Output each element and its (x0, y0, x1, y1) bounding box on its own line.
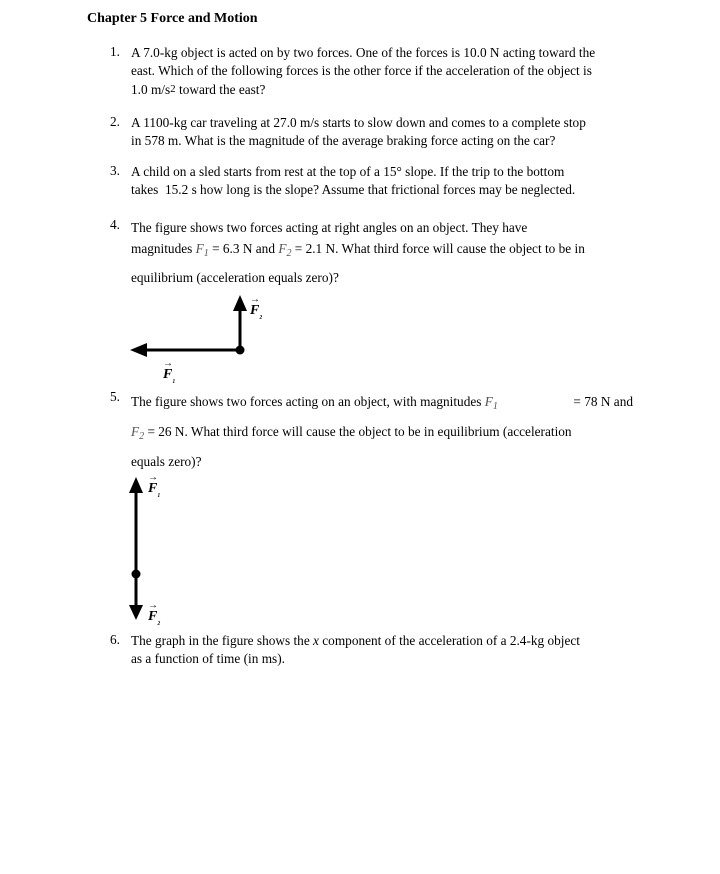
f1-label: $F_{_1}$ (148, 481, 161, 497)
question-5-line-1-a: The figure shows two forces acting on an object, with magnitudes (131, 394, 485, 409)
question-5-force-diagram (122, 474, 192, 624)
question-2-number: 2. (110, 114, 120, 129)
question-4-line-2-a: magnitudes (131, 241, 196, 256)
question-4-f2-symbol: F (278, 241, 287, 256)
f2-label: $F_{_2}$ (250, 303, 263, 319)
f1-vector-arrow-icon: → (163, 358, 173, 369)
f1-arrow-head (129, 477, 143, 493)
question-5-line-1 (131, 389, 633, 419)
question-6-line-1-a: The graph in the figure shows the (131, 633, 314, 648)
object-dot (236, 346, 245, 355)
question-6-x-symbol: x (313, 633, 319, 648)
question-2-text (131, 114, 586, 150)
question-2-line-2: in 578 m. What is the magnitude of the average braking force acting on the car? (131, 133, 556, 148)
f2-arrow-head (129, 605, 143, 620)
question-4-f1-subscript: 1 (203, 248, 209, 259)
question-4-line-2-b: = 6.3 N and (208, 241, 279, 256)
question-1-line-3 (131, 80, 595, 99)
f1-vector-arrow-icon: → (148, 472, 158, 483)
question-4-force-diagram (125, 290, 285, 390)
question-5-line-2 (131, 419, 633, 449)
question-3-line-1: A child on a sled starts from rest at the top of a 15° slope. If the trip to the bottom (131, 164, 565, 179)
question-4-line-2 (131, 238, 585, 264)
f2-arrow-head (233, 295, 247, 311)
f1-label: $F_{_1}$ (163, 367, 176, 383)
question-4-f2-subscript: 2 (286, 248, 292, 259)
f2-vector-arrow-icon: → (148, 600, 158, 611)
question-1-line-1: A 7.0-kg object is acted on by two forces. One of the forces is 10.0 N acting toward the (131, 45, 596, 60)
question-1-line-3-a: 1.0 m/s (131, 82, 171, 97)
question-1-text (131, 44, 595, 99)
question-5-f1-symbol: F (484, 394, 493, 409)
question-1-number: 1. (110, 44, 120, 59)
question-3-line-2: takes 15.2 s how long is the slope? Assume that frictional forces may be neglected. (131, 182, 576, 197)
question-6-line-1-b: component of the acceleration of a 2.4-kg object (318, 633, 580, 648)
question-6-line-2: as a function of time (in ms). (131, 651, 285, 666)
f2-vector-arrow-icon: → (250, 294, 260, 305)
question-5-line-3: equals zero)? (131, 454, 202, 469)
question-6-number: 6. (110, 632, 120, 647)
question-2-line-1: A 1100-kg car traveling at 27.0 m/s starts to slow down and comes to a complete stop (131, 115, 586, 130)
question-5-f1-subscript: 1 (492, 401, 498, 412)
question-3-number: 3. (110, 163, 120, 178)
object-dot (132, 570, 141, 579)
question-5-f2-subscript: 2 (139, 431, 145, 442)
question-4-line-2-c: = 2.1 N. What third force will cause the object to be in (291, 241, 585, 256)
question-4-f1-symbol: F (195, 241, 204, 256)
page-title: Chapter 5 Force and Motion (87, 11, 258, 26)
question-4-line-3: equilibrium (acceleration equals zero)? (131, 270, 339, 285)
question-3-text (131, 163, 575, 199)
question-5-line-2-b: = 26 N. What third force will cause the object to be in equilibrium (acceleration (144, 424, 572, 439)
question-4-number: 4. (110, 217, 120, 232)
question-1-line-3-sup: 2 (170, 83, 176, 95)
question-5-text (131, 389, 633, 474)
question-5-number: 5. (110, 389, 120, 404)
question-6-line-1 (131, 632, 580, 650)
question-4-line-1: The figure shows two forces acting at right angles on an object. They have (131, 220, 528, 235)
f2-label: $F_{_2}$ (148, 609, 161, 625)
question-1-line-3-b: toward the east? (175, 82, 266, 97)
f1-arrow-head (130, 343, 147, 357)
question-1-line-2: east. Which of the following forces is the other force if the acceleration of the object is (131, 63, 592, 78)
question-5-line-1-b: = 78 N and (573, 394, 633, 409)
question-6-text (131, 632, 580, 668)
question-5-f2-symbol: F (131, 424, 140, 439)
question-4-text (131, 217, 585, 288)
